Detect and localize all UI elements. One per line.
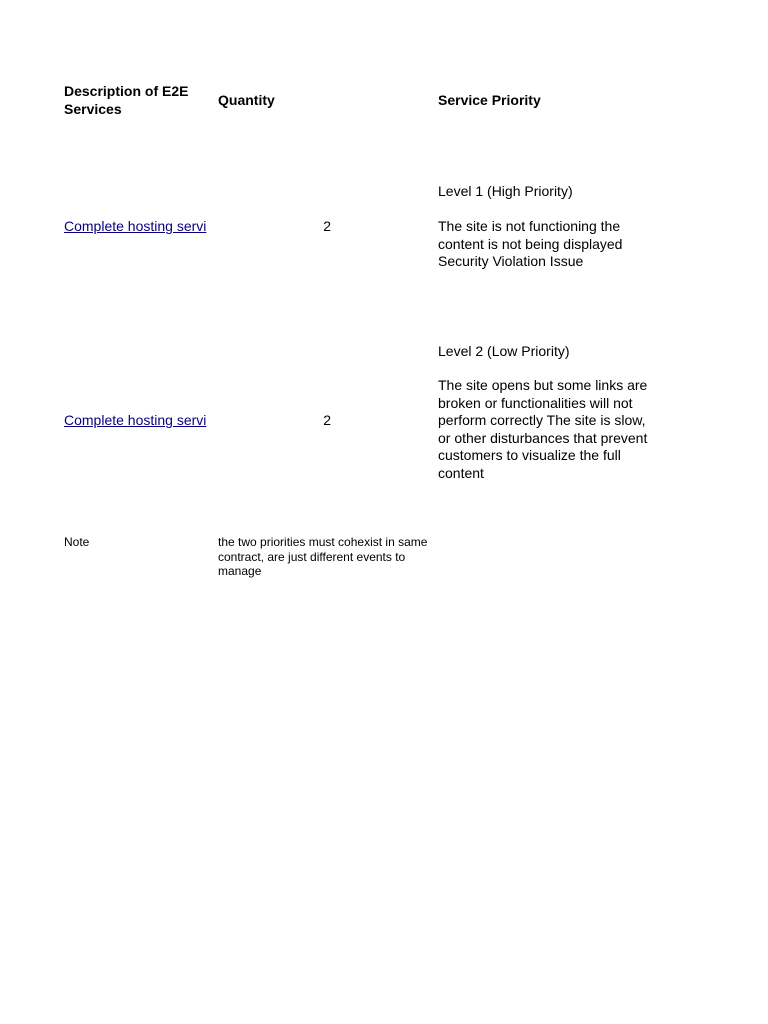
service-link-row-1[interactable]: Complete hosting servi (64, 218, 207, 234)
priority-details-row-2: The site opens but some links are broken or functionalities will not perform correctly The site is slow, or other disturbances that prevent customers to visualize the full content (438, 377, 648, 481)
priority-details-row-1: The site is not functioning the content is not being displayed Security Violation Issue (438, 218, 623, 269)
service-link-row-2[interactable]: Complete hosting servi (64, 412, 207, 428)
header-service-priority: Service Priority (438, 92, 541, 108)
priority-level-2: Level 2 (Low Priority) (438, 343, 570, 359)
note-label: Note (64, 535, 90, 549)
header-quantity: Quantity (218, 92, 275, 108)
quantity-row-2: 2 (323, 412, 331, 428)
quantity-row-1: 2 (323, 218, 331, 234)
priority-level-1: Level 1 (High Priority) (438, 183, 573, 199)
header-description: Description of E2E Services (64, 83, 189, 117)
note-text: the two priorities must cohexist in same contract, are just different events to manage (218, 535, 428, 578)
